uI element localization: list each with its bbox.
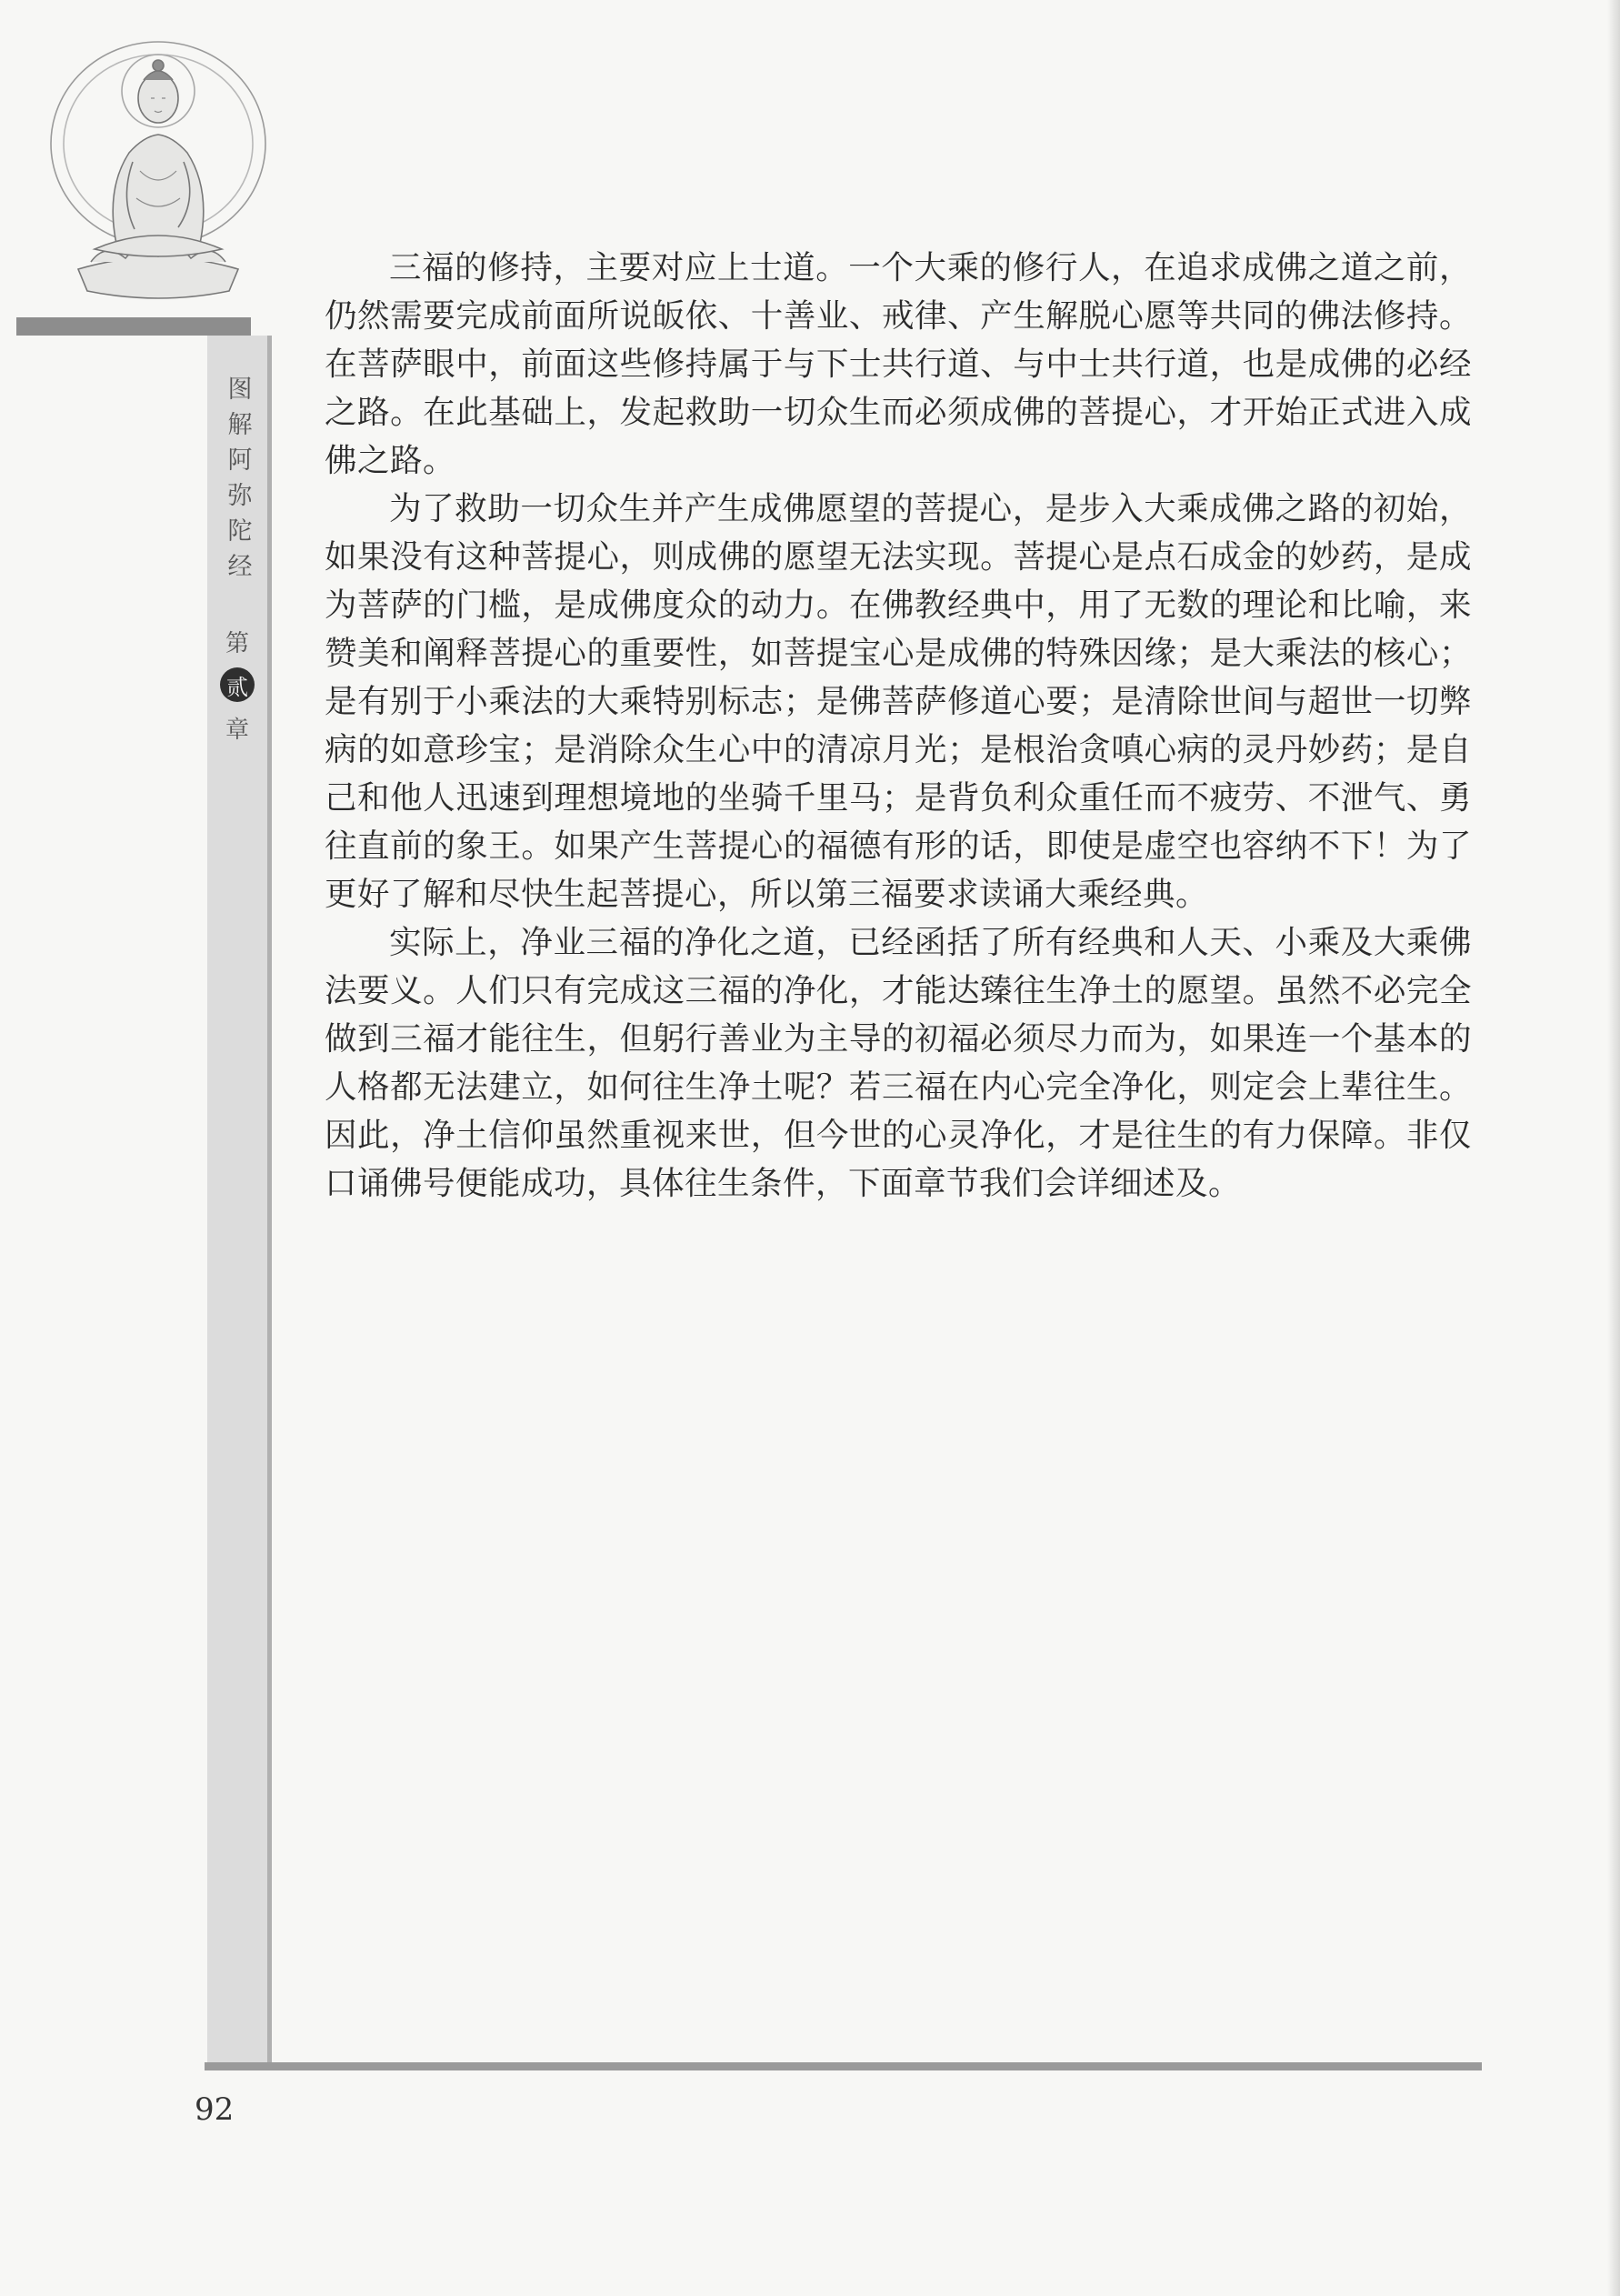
chapter-number-badge: 贰	[220, 667, 255, 702]
page-edge-shadow	[1607, 0, 1620, 2296]
buddha-illustration	[42, 35, 275, 307]
chapter-prefix: 第	[225, 630, 249, 657]
paragraph: 实际上，净业三福的净化之道，已经函括了所有经典和人天、小乘及大乘佛法要义。人们只有完成这三福的净化，才能达臻往生净土的愿望。虽然不必完全做到三福才能往生，但躬行善业为主导的初福必须尽力而为，如果连一个基本的人格都无法建立，如何往生净土呢？若三福在内心完全净化，则定会上辈往生。因此，净土信仰虽然重视来世，但今世的心灵净化，才是往生的有力保障。非仅口诵佛号便能成功，具体往生条件，下面章节我们会详细述及。	[325, 924, 1472, 1202]
footer-rule	[205, 2062, 1482, 2070]
body-text	[325, 244, 1472, 1208]
book-title: 图解阿弥陀经	[223, 376, 252, 588]
paragraph: 三福的修持，主要对应上士道。一个大乘的修行人，在追求成佛之道之前，仍然需要完成前面所说皈依、十善业、戒律、产生解脱心愿等共同的佛法修持。在菩萨眼中，前面这些修持属于与下士共行道、与中士共行道，也是成佛的必经之路。在此基础上，发起救助一切众生而必须成佛的菩提心，才开始正式进入成佛之路。	[325, 249, 1472, 479]
paragraph: 为了救助一切众生并产生成佛愿望的菩提心，是步入大乘成佛之路的初始，如果没有这种菩提心，则成佛的愿望无法实现。菩提心是点石成金的妙药，是成为菩萨的门槛，是成佛度众的动力。在佛教经典中，用了无数的理论和比喻，来赞美和阐释菩提心的重要性，如菩提宝心是成佛的特殊因缘；是大乘法的核心；是有别于小乘法的大乘特别标志；是佛菩萨修道心要；是清除世间与超世一切弊病的如意珍宝；是消除众生心中的清凉月光；是根治贪嗔心病的灵丹妙药；是自己和他人迅速到理想境地的坐骑千里马；是背负利众重任而不疲劳、不泄气、勇往直前的象王。如果产生菩提心的福德有形的话，即使是虚空也容纳不下！为了更好了解和尽快生起菩提心，所以第三福要求读诵大乘经典。	[325, 490, 1472, 913]
chapter-suffix: 章	[225, 717, 249, 744]
page-number: 92	[195, 2091, 235, 2128]
chapter-sidebar	[207, 336, 272, 2070]
chapter-label	[207, 625, 267, 745]
header-rule	[16, 317, 251, 336]
